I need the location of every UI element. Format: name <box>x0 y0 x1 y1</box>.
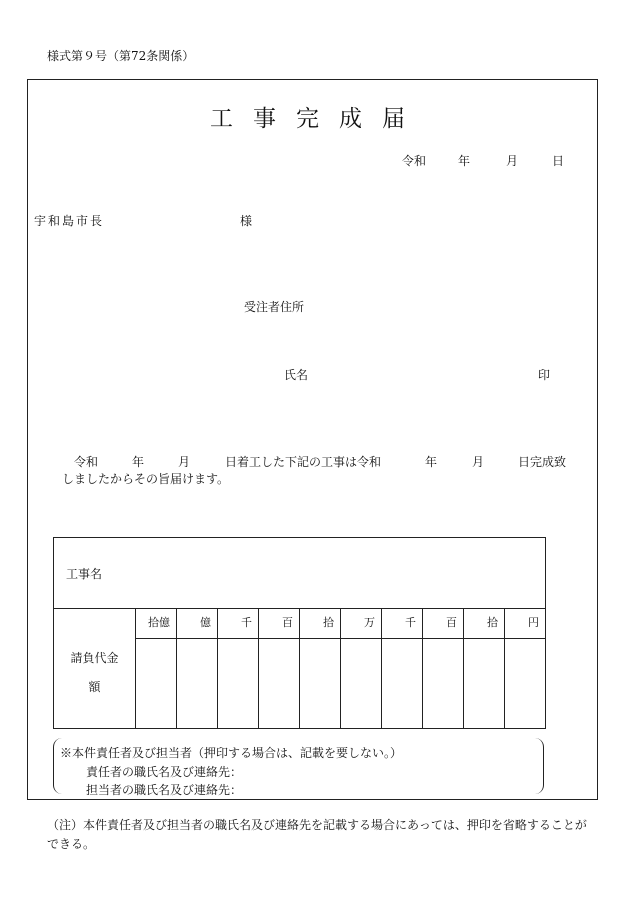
manager-contact-label: 責任者の職氏名及び連絡先： <box>86 765 243 779</box>
staff-contact-label: 担当者の職氏名及び連絡先： <box>86 783 243 797</box>
statement-end: 日完成致 <box>518 455 567 469</box>
seal-mark: 印 <box>538 368 551 382</box>
unit-header: 千 <box>218 609 259 639</box>
date-era: 令和 <box>402 154 427 168</box>
contractor-address-label: 受注者住所 <box>244 300 305 314</box>
statement-year1: 年 <box>132 455 145 469</box>
amount-label-cell <box>54 609 136 729</box>
date-month-unit: 月 <box>506 154 519 168</box>
statement-line2: しましたからその旨届けます。 <box>62 472 230 486</box>
statement-year2: 年 <box>425 455 438 469</box>
unit-header: 拾 <box>464 609 505 639</box>
amount-label-line2: 額 <box>88 680 101 694</box>
contractor-name-label: 氏名 <box>284 368 309 382</box>
form-number-label: 様式第９号（第72条関係） <box>47 49 195 63</box>
right-bracket <box>534 738 544 794</box>
contract-table <box>53 537 546 729</box>
amount-digit-cell[interactable] <box>341 639 382 729</box>
unit-header: 千 <box>382 609 423 639</box>
project-name-label: 工事名 <box>66 566 103 581</box>
amount-label-line1: 請負代金 <box>70 651 119 665</box>
amount-digit-cell[interactable] <box>423 639 464 729</box>
addressee-name: 宇和島市長 <box>34 214 105 228</box>
statement-month1: 月 <box>178 455 191 469</box>
unit-header: 万 <box>341 609 382 639</box>
unit-header: 拾 <box>300 609 341 639</box>
amount-digit-cell[interactable] <box>382 639 423 729</box>
amount-digit-cell[interactable] <box>300 639 341 729</box>
date-year-unit: 年 <box>458 154 471 168</box>
amount-digit-cell[interactable] <box>136 639 177 729</box>
footnote: （注）本件責任者及び担当者の職氏名及び連絡先を記載する場合にあっては、押印を省略することができる。 <box>47 818 587 851</box>
addressee-honorific: 様 <box>240 214 253 228</box>
amount-digit-cell[interactable] <box>177 639 218 729</box>
amount-digit-cell[interactable] <box>259 639 300 729</box>
unit-header: 百 <box>423 609 464 639</box>
amount-digit-cell[interactable] <box>218 639 259 729</box>
statement-mid: 日着工した下記の工事は令和 <box>225 455 382 469</box>
amount-digit-cell[interactable] <box>505 639 546 729</box>
statement-era: 令和 <box>74 455 99 469</box>
unit-header: 億 <box>177 609 218 639</box>
date-day-unit: 日 <box>552 154 565 168</box>
responsible-heading: ※本件責任者及び担当者（押印する場合は、記載を要しない。） <box>60 746 403 760</box>
statement-month2: 月 <box>472 455 485 469</box>
project-name-cell[interactable] <box>54 538 546 609</box>
unit-header: 円 <box>505 609 546 639</box>
unit-header: 拾億 <box>136 609 177 639</box>
amount-digit-cell[interactable] <box>464 639 505 729</box>
unit-header: 百 <box>259 609 300 639</box>
document-title: 工事完成届 <box>210 106 425 132</box>
